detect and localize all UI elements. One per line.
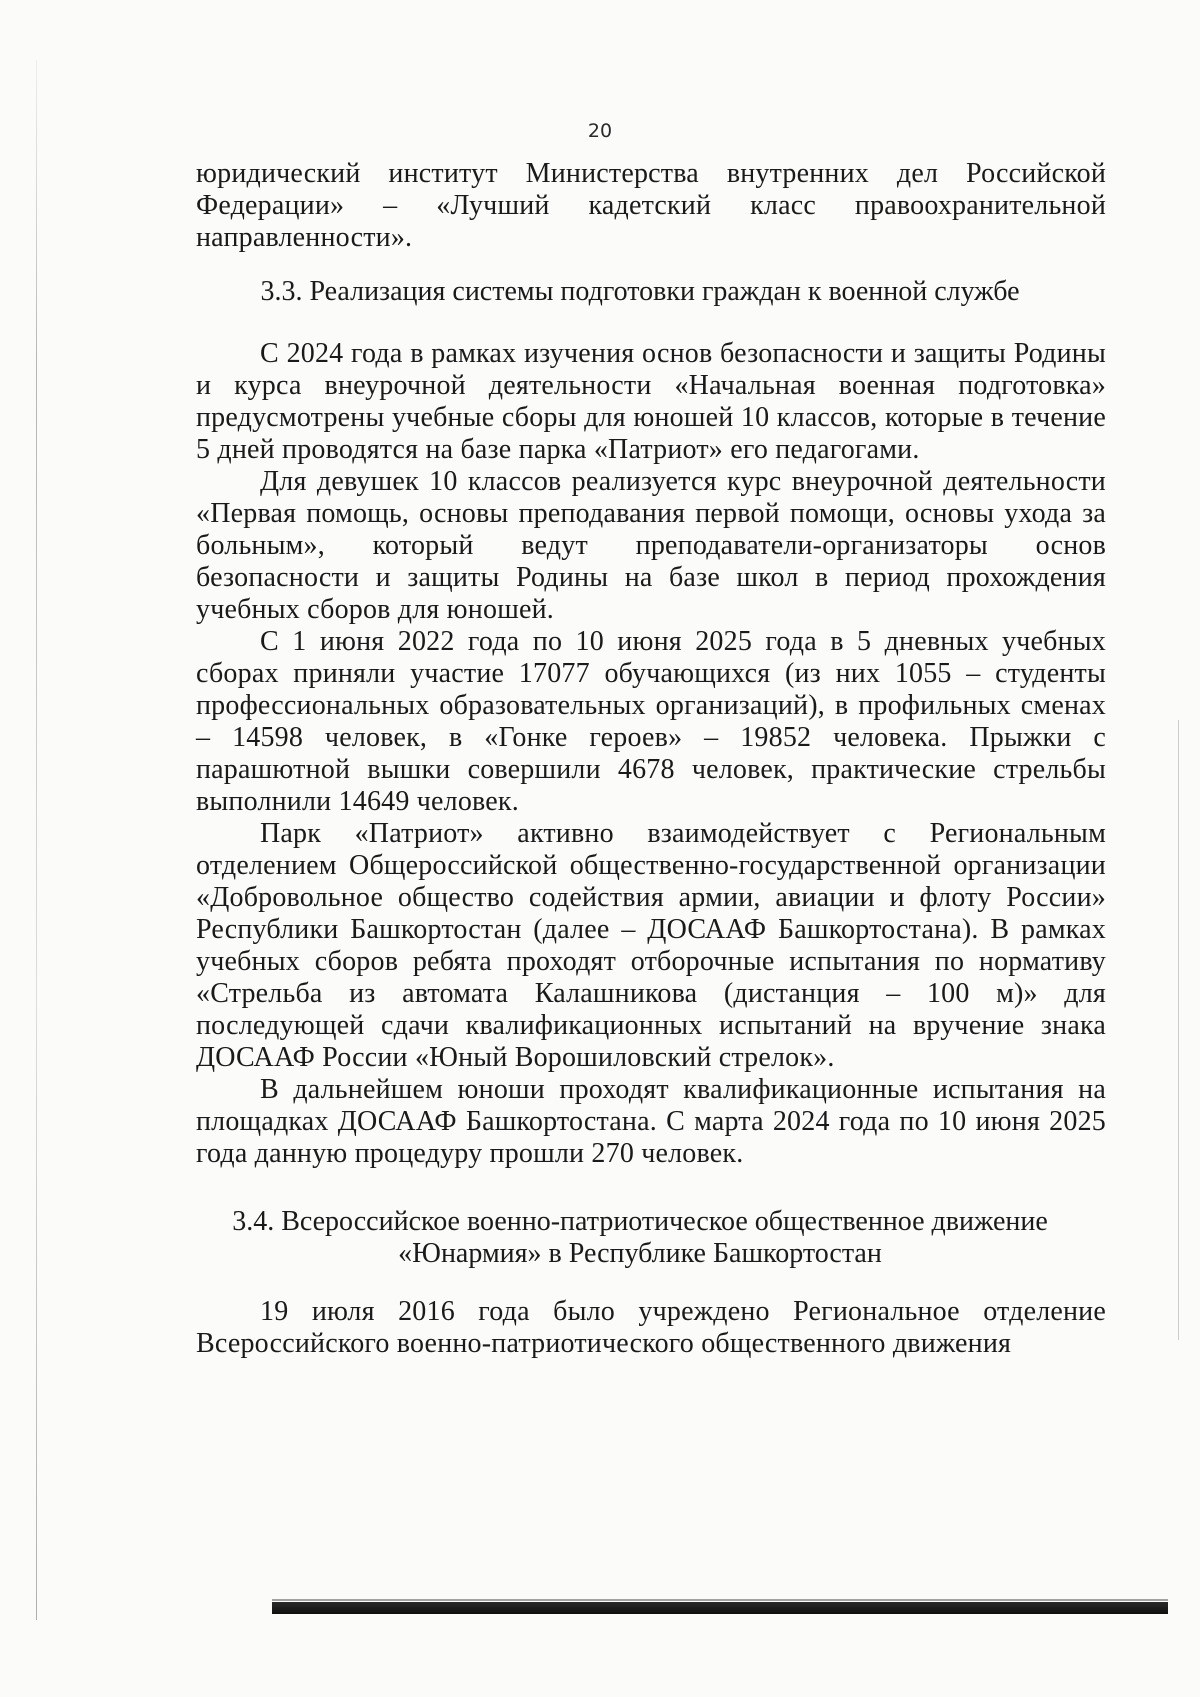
section-3-3-paragraph-4: Парк «Патриот» активно взаимодействует с Региональным отделением Общероссийской общественно-государственной организации «Добровольное общество содействия армии, авиации и флоту России» Республики Башкортостан (далее – ДОСААФ Башкортостана). В рамках учебных сборов ребята проходят отборочные испытания по нормативу «Стрельба из автомата Калашникова (дистанция – 100 м)» для последующей сдачи квалификационных испытаний на вручение знака ДОСААФ России «Юный Ворошиловский стрелок». <box>196 818 1106 1073</box>
section-3-4-paragraph-1: 19 июля 2016 года было учреждено Региональное отделение Всероссийского военно-патриотического общественного движения <box>196 1296 1106 1359</box>
intro-fragment-block <box>196 158 1106 254</box>
section-3-3-body <box>196 338 1106 1170</box>
scan-edge-right <box>1178 720 1179 1340</box>
section-3-3-paragraph-3: С 1 июня 2022 года по 10 июня 2025 года в 5 дневных учебных сборах приняли участие 17077 обучающихся (из них 1055 – студенты профессиональных образовательных организаций), в профильных сменах – 14598 человек, в «Гонке героев» – 19852 человека. Прыжки с парашютной вышки совершили 4678 человек, практические стрельбы выполнили 14649 человек. <box>196 626 1106 817</box>
scan-edge-left <box>36 60 37 1620</box>
section-3-4-title-line-1: 3.4. Всероссийское военно-патриотическое общественное движение <box>232 1206 1048 1237</box>
section-3-4-title-line-2: «Юнармия» в Республике Башкортостан <box>398 1238 882 1269</box>
intro-fragment: юридический институт Министерства внутренних дел Российской Федерации» – «Лучший кадетский класс правоохранительной направленности». <box>196 158 1106 253</box>
section-3-3-paragraph-1: С 2024 года в рамках изучения основ безопасности и защиты Родины и курса внеурочной деятельности «Начальная военная подготовка» предусмотрены учебные сборы для юношей 10 классов, которые в течение 5 дней проводятся на базе парка «Патриот» его педагогами. <box>196 338 1106 465</box>
section-3-3-paragraph-5: В дальнейшем юноши проходят квалификационные испытания на площадках ДОСААФ Башкортостана. С марта 2024 года по 10 июня 2025 года данную процедуру прошли 270 человек. <box>196 1074 1106 1169</box>
section-3-4-body <box>196 1296 1106 1360</box>
scan-bottom-bar <box>272 1602 1168 1614</box>
page-number: 20 <box>587 120 613 142</box>
section-3-4-title <box>160 1206 1120 1270</box>
section-3-3-paragraph-2: Для девушек 10 классов реализуется курс внеурочной деятельности «Первая помощь, основы преподавания первой помощи, основы ухода за больным», который ведут преподаватели-организаторы основ безопасности и защиты Родины на базе школ в период прохождения учебных сборов для юношей. <box>196 466 1106 625</box>
section-3-3-title: 3.3. Реализация системы подготовки граждан к военной службе <box>260 276 1020 307</box>
